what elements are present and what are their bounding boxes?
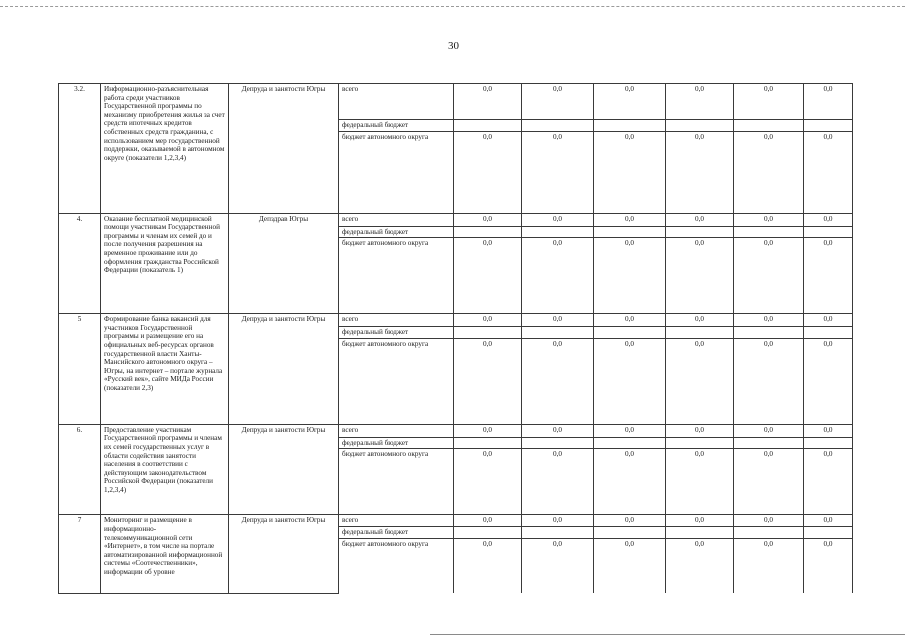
amount-cell: 0,0: [594, 314, 666, 327]
amount-cell: 0,0: [594, 84, 666, 120]
amount-cell: 0,0: [522, 449, 594, 515]
amount-cell: 0,0: [666, 131, 734, 213]
funding-source: бюджет автономного округа: [339, 338, 454, 424]
amount-cell: 0,0: [522, 314, 594, 327]
responsible-body: Депздрав Югры: [229, 213, 339, 314]
amount-cell: [734, 226, 804, 238]
amount-cell: 0,0: [594, 213, 666, 226]
measure-name: Формирование банка вакансий для участников Государственной программы и размещение его на официальных веб-ресурсах органов государственной власти Ханты-Мансийского автономного округа – Югры, на интернет – портале журнала «Русский век», сайте МИДа России (показатели 2,3): [101, 314, 229, 425]
funding-source: всего: [339, 515, 454, 527]
amount-cell: [804, 226, 853, 238]
amount-cell: 0,0: [666, 424, 734, 437]
amount-cell: 0,0: [734, 314, 804, 327]
responsible-body: Депруда и занятости Югры: [229, 424, 339, 515]
amount-cell: 0,0: [666, 84, 734, 120]
funding-source: федеральный бюджет: [339, 226, 454, 238]
amount-cell: [522, 437, 594, 449]
amount-cell: [454, 120, 522, 132]
amount-cell: 0,0: [804, 338, 853, 424]
amount-cell: 0,0: [804, 131, 853, 213]
amount-cell: [522, 327, 594, 339]
amount-cell: 0,0: [454, 424, 522, 437]
amount-cell: [594, 327, 666, 339]
amount-cell: 0,0: [666, 238, 734, 314]
amount-cell: [734, 437, 804, 449]
amount-cell: [594, 527, 666, 539]
amount-cell: 0,0: [522, 238, 594, 314]
amount-cell: 0,0: [454, 238, 522, 314]
amount-cell: [666, 226, 734, 238]
amount-cell: [454, 327, 522, 339]
amount-cell: 0,0: [734, 449, 804, 515]
table-row: [59, 314, 853, 327]
scan-bottom-edge: [430, 634, 905, 635]
amount-cell: 0,0: [594, 424, 666, 437]
amount-cell: 0,0: [734, 213, 804, 226]
amount-cell: 0,0: [454, 338, 522, 424]
measure-name: Информационно-разъяснительная работа среди участников Государственной программы по механизму приобретения жилья за счет средств ипотечных кредитов собственных средств гражданина, с использованием мер государственной поддержки, оказываемой в автономном округе (показатели 1,2,3,4): [101, 84, 229, 214]
amount-cell: 0,0: [522, 538, 594, 593]
amount-cell: 0,0: [804, 515, 853, 527]
table-row: [59, 84, 853, 120]
amount-cell: 0,0: [522, 131, 594, 213]
amount-cell: 0,0: [594, 338, 666, 424]
amount-cell: 0,0: [594, 131, 666, 213]
amount-cell: 0,0: [666, 449, 734, 515]
funding-source: всего: [339, 84, 454, 120]
amount-cell: 0,0: [454, 449, 522, 515]
amount-cell: [594, 226, 666, 238]
row-number: 5: [59, 314, 101, 425]
funding-source: всего: [339, 213, 454, 226]
row-number: 4.: [59, 213, 101, 314]
table-row: [59, 515, 853, 527]
row-number: 7: [59, 515, 101, 594]
responsible-body: Депруда и занятости Югры: [229, 84, 339, 214]
funding-source: всего: [339, 424, 454, 437]
amount-cell: [454, 527, 522, 539]
amount-cell: 0,0: [734, 338, 804, 424]
amount-cell: 0,0: [454, 213, 522, 226]
amount-cell: 0,0: [804, 213, 853, 226]
amount-cell: 0,0: [734, 424, 804, 437]
amount-cell: 0,0: [734, 238, 804, 314]
table-body: [59, 84, 853, 594]
amount-cell: [804, 437, 853, 449]
funding-source: бюджет автономного округа: [339, 538, 454, 593]
amount-cell: [594, 120, 666, 132]
amount-cell: [666, 527, 734, 539]
funding-source: федеральный бюджет: [339, 527, 454, 539]
table-row: [59, 213, 853, 226]
amount-cell: [594, 437, 666, 449]
amount-cell: [804, 527, 853, 539]
amount-cell: [666, 437, 734, 449]
row-number: 3.2.: [59, 84, 101, 214]
amount-cell: 0,0: [594, 449, 666, 515]
amount-cell: 0,0: [522, 84, 594, 120]
row-number: 6.: [59, 424, 101, 515]
amount-cell: 0,0: [454, 515, 522, 527]
amount-cell: [804, 120, 853, 132]
amount-cell: 0,0: [594, 538, 666, 593]
amount-cell: 0,0: [454, 84, 522, 120]
amount-cell: 0,0: [594, 238, 666, 314]
amount-cell: [522, 120, 594, 132]
amount-cell: 0,0: [666, 515, 734, 527]
amount-cell: 0,0: [804, 238, 853, 314]
amount-cell: [734, 327, 804, 339]
amount-cell: 0,0: [522, 338, 594, 424]
amount-cell: [804, 327, 853, 339]
amount-cell: [522, 226, 594, 238]
amount-cell: 0,0: [522, 213, 594, 226]
amount-cell: 0,0: [666, 338, 734, 424]
amount-cell: 0,0: [666, 538, 734, 593]
amount-cell: 0,0: [734, 515, 804, 527]
funding-source: бюджет автономного округа: [339, 449, 454, 515]
amount-cell: [734, 120, 804, 132]
amount-cell: [666, 327, 734, 339]
funding-source: бюджет автономного округа: [339, 238, 454, 314]
amount-cell: [454, 226, 522, 238]
funding-source: бюджет автономного округа: [339, 131, 454, 213]
amount-cell: [734, 527, 804, 539]
amount-cell: 0,0: [666, 213, 734, 226]
funding-source: федеральный бюджет: [339, 437, 454, 449]
measure-name: Мониторинг и размещение в информационно-телекоммуникационной сети «Интернет», в том числе на портале автоматизированной информационной системы «Соотечественники», информации об уровне: [101, 515, 229, 594]
measure-name: Оказание бесплатной медицинской помощи участникам Государственной программы и членам их семей до и после получения разрешения на временное проживание или до оформления гражданства Российской Федерации (показатель 1): [101, 213, 229, 314]
amount-cell: 0,0: [594, 515, 666, 527]
responsible-body: Депруда и занятости Югры: [229, 515, 339, 594]
amount-cell: [666, 120, 734, 132]
amount-cell: 0,0: [454, 131, 522, 213]
amount-cell: 0,0: [804, 449, 853, 515]
amount-cell: 0,0: [454, 538, 522, 593]
amount-cell: 0,0: [666, 314, 734, 327]
page-number: 30: [448, 40, 459, 52]
responsible-body: Депруда и занятости Югры: [229, 314, 339, 425]
funding-source: федеральный бюджет: [339, 120, 454, 132]
amount-cell: 0,0: [804, 314, 853, 327]
amount-cell: 0,0: [454, 314, 522, 327]
amount-cell: [522, 527, 594, 539]
funding-source: федеральный бюджет: [339, 327, 454, 339]
amount-cell: 0,0: [734, 84, 804, 120]
funding-source: всего: [339, 314, 454, 327]
amount-cell: [454, 437, 522, 449]
scan-top-edge: [0, 6, 905, 7]
budget-table: [58, 83, 853, 594]
amount-cell: 0,0: [522, 424, 594, 437]
amount-cell: 0,0: [804, 538, 853, 593]
amount-cell: 0,0: [522, 515, 594, 527]
amount-cell: 0,0: [804, 424, 853, 437]
table-row: [59, 424, 853, 437]
measure-name: Предоставление участникам Государственной программы и членам их семей государственных услуг в области содействия занятости населения в соответствии с действующим законодательством Российской Федерации (показатели 1,2,3,4): [101, 424, 229, 515]
amount-cell: 0,0: [734, 538, 804, 593]
amount-cell: 0,0: [734, 131, 804, 213]
amount-cell: 0,0: [804, 84, 853, 120]
